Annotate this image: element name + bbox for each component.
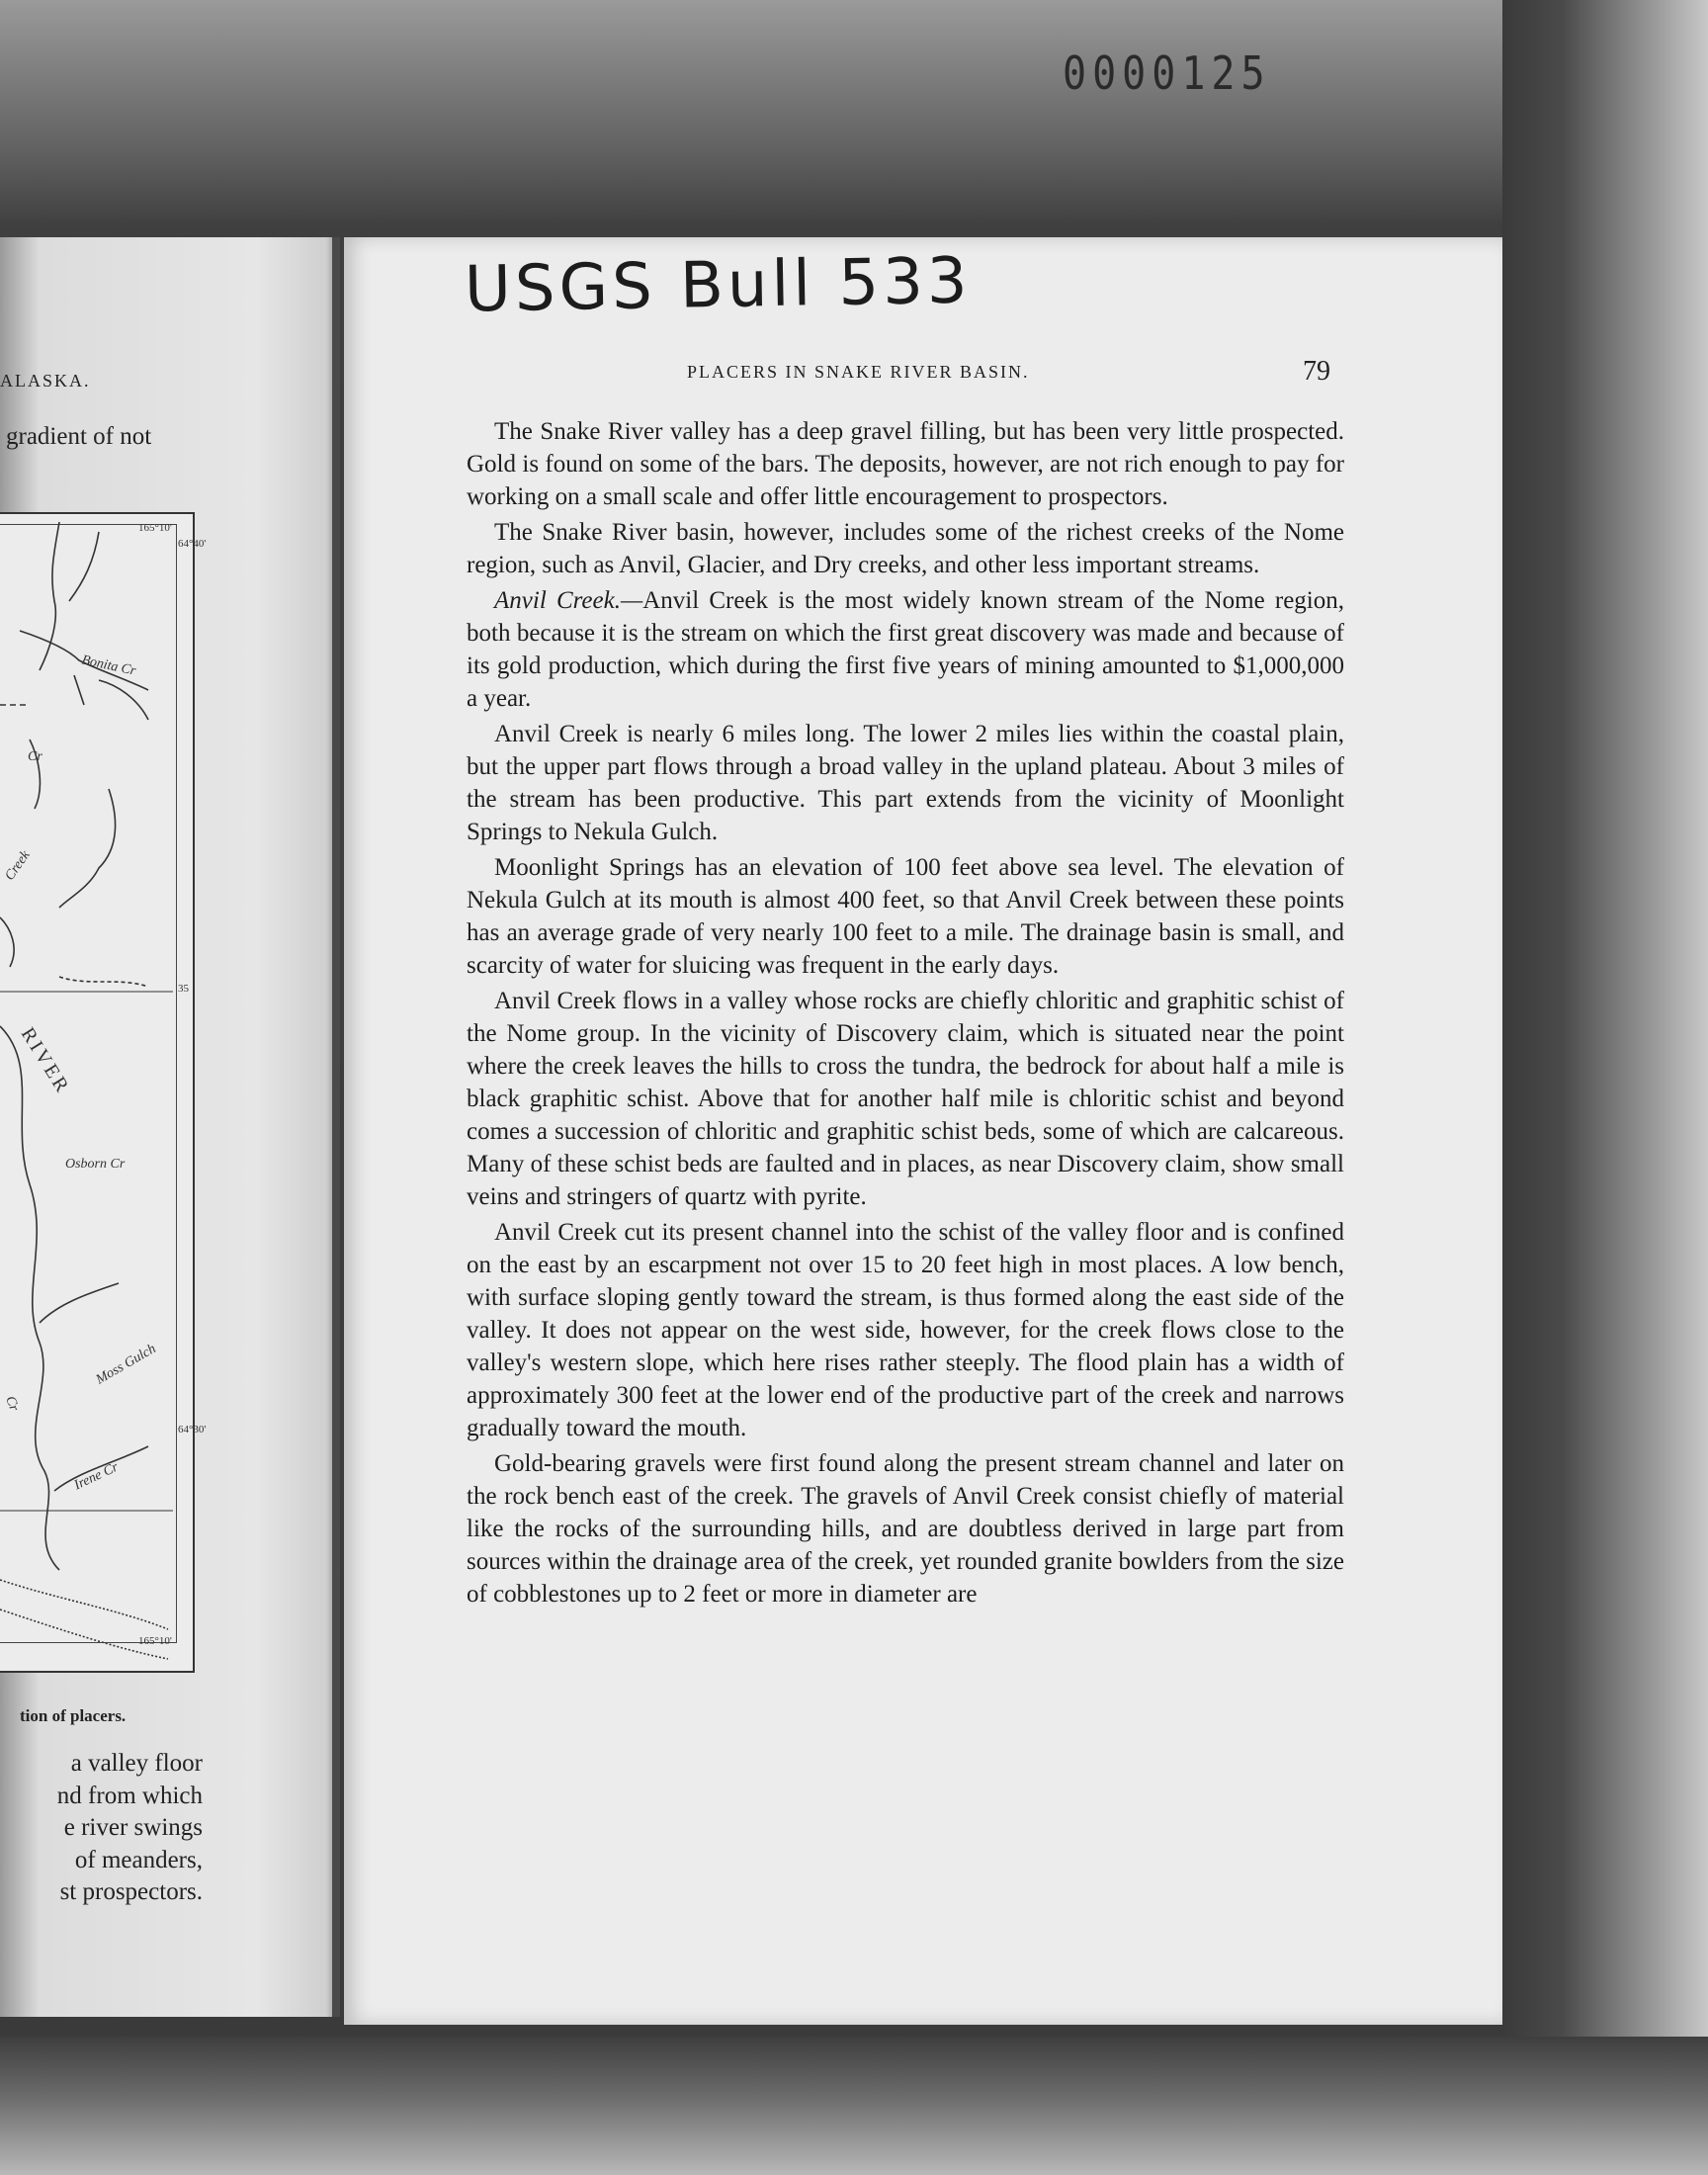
document-id-stamp: 0000125 [1063,47,1271,101]
map-tick-long-bottom: 165°10' [138,1635,172,1647]
river-map [0,512,207,1674]
handwritten-annotation: USGS Bull 533 [464,244,973,327]
paragraph: The Snake River valley has a deep gravel filling, but has been very little prospected. Gold is found on some of the bars. The deposits, however, are not rich enough to pay for working on a small scale and offer little encouragement to prospectors. [467,418,1344,510]
section-heading-anvil-creek: Anvil Creek.— [494,587,643,614]
left-line: e river swings [63,1814,203,1841]
left-line: st prospectors. [59,1878,203,1905]
left-page-top-line: gradient of not [6,423,152,450]
map-tick-long-top: 165°10' [138,522,172,534]
left-line: of meanders, [74,1846,203,1873]
map-label-bonita: Bonita Cr [80,652,137,679]
paragraph-anvil-creek [467,584,1344,715]
book-spine [332,237,340,2017]
map-label-cr-1: Cr [28,749,43,764]
paragraph: Anvil Creek flows in a valley whose rocks are chiefly chloritic and graphitic schist of the Nome group. In the vicinity of Discovery claim, which is situated near the point where the creek leaves the hills to cross the tundra, the bedrock for about half a mile is black graphitic schist. Above that for another half mile is chloritic schist and beyond comes a succession of chloritic and graphitic schist beds, some of which are calcareous. Many of these schist beds are faulted and in places, as near Discovery claim, show small veins and stringers of quartz with pyrite. [467,988,1344,1210]
scanner-edge-right [1502,0,1708,2175]
running-head: PLACERS IN SNAKE RIVER BASIN. [687,362,1030,382]
page-number: 79 [1303,356,1330,387]
paragraph: Gold-bearing gravels were first found along the present stream channel and later on the rock bench east of the creek. The gravels of Anvil Creek consist chiefly of material like the rocks of the surrounding hills, and are doubtless derived in large part from sources within the drainage area of the creek, yet rounded granite bowlders from the size of cobblestones up to 2 feet or more in diameter are [467,1450,1344,1608]
map-caption: tion of placers. [20,1706,127,1725]
map-label-cr-2: Cr [2,1394,22,1414]
paragraph: Moonlight Springs has an elevation of 100 feet above sea level. The elevation of Nekula Gulch at its mouth is almost 400 feet, so that Anvil Creek between these points has an average grade of very nearly 100 feet to a mile. The drainage basin is small, and scarcity of water for sluicing was frequent in the early days. [467,854,1344,979]
map-label-river: RIVER [16,1023,75,1098]
paragraph-text: Anvil Creek is the most widely known stream of the Nome region, both because it is the stream on which the first great discovery was made and because of its gold production, which during the first five years of mining amounted to $1,000,000 a year. [467,587,1344,712]
map-tick-lat-top: 64°40' [178,538,207,550]
left-line: nd from which [56,1782,203,1809]
map-label-creek: Creek [2,847,34,884]
paragraph: The Snake River basin, however, includes some of the richest creeks of the Nome region, such as Anvil, Glacier, and Dry creeks, and other less important streams. [467,519,1344,578]
map-label-osborn: Osborn Cr [65,1157,126,1172]
map-label-moss-gulch: Moss Gulch [93,1341,159,1388]
left-line: a valley floor [70,1750,203,1777]
paragraph: Anvil Creek cut its present channel into the schist of the valley floor and is confined on the east by an escarpment not over 15 to 20 feet high in most places. A low bench, with surface sloping gently toward the stream, is thus formed along the east side of the valley. It does not appear on the west side, however, for the creek flows close to the valley's western slope, which here rises rather steeply. The flood plain has a width of approximately 300 feet at the lower end of the productive part of the creek and narrows gradually toward the mouth. [467,1219,1344,1441]
paragraph: Anvil Creek is nearly 6 miles long. The lower 2 miles lies within the coastal plain, but the upper part flows through a broad valley in the upland plateau. About 3 miles of the stream has been productive. This part extends from the vicinity of Moonlight Springs to Nekula Gulch. [467,721,1344,845]
left-running-head: ALASKA. [0,371,91,391]
left-page-text [0,1748,203,1909]
map-tick-lat-bottom: 64°30' [178,1424,207,1436]
body-text [467,415,1344,1613]
map-tick-35: 35 [178,983,189,995]
scanner-edge-bottom [0,2037,1708,2175]
map-label-irene: Irene Cr [71,1459,122,1494]
